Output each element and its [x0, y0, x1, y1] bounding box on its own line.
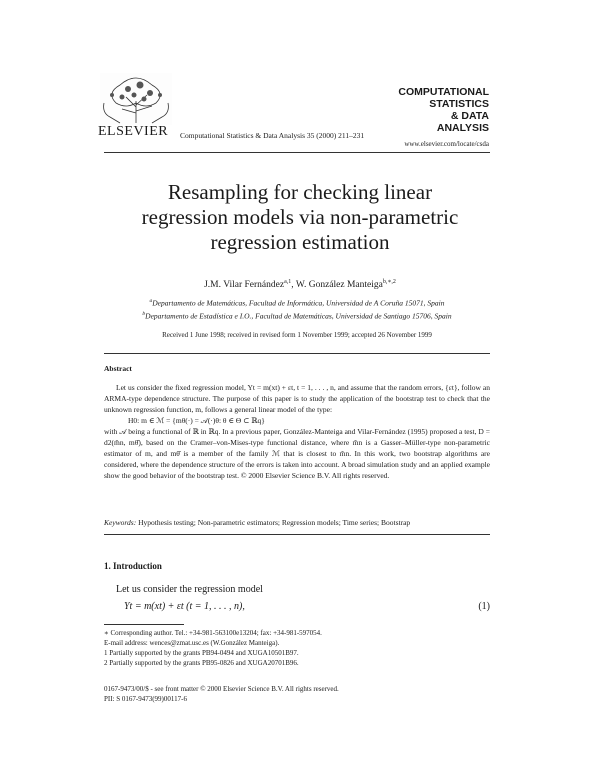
- abstract-paragraph-1: Let us consider the fixed regression model, Yt = m(xt) + εt, t = 1, . . . , n, and assume that the random errors, {εt}, follow an ARMA-type dependence structure. The purpose of this paper is to study the application of the bootstrap test to check that the unknown regression function, m, follows a general linear model of the type:: [104, 383, 490, 414]
- affiliation-b-sup: b: [142, 310, 146, 317]
- section-heading: 1. Introduction: [104, 561, 162, 571]
- journal-logo-line-3: & DATA ANALYSIS: [436, 110, 489, 134]
- header-rule: [104, 152, 490, 153]
- abstract-formula: H0: m ∈ ℳ = {mθ(·) = 𝒜(·)θ: θ ∈ Θ ⊂ ℝq}: [128, 416, 265, 425]
- title-line-2: regression models via non-parametric: [141, 205, 459, 229]
- affiliation-b: [104, 309, 490, 322]
- journal-citation: Computational Statistics & Data Analysis 35 (2000) 211–231: [180, 131, 365, 140]
- keywords-text: Hypothesis testing; Non-parametric estimators; Regression models; Time series; Bootstrap: [136, 518, 411, 527]
- affiliation-a-text: Departamento de Matemáticas, Facultad de Informática, Universidad de A Coruña 15071, Spain: [152, 298, 445, 308]
- equation-1: [104, 601, 490, 612]
- publisher-name: ELSEVIER: [98, 124, 169, 139]
- author-1-sup: a,1: [284, 279, 292, 285]
- copyright-block: [104, 684, 490, 704]
- equation-text: Yt = m(xt) + εt (t = 1, . . . , n),: [124, 601, 245, 612]
- footnote-grant-1: 1 Partially supported by the grants PB94-0494 and XUGA10501B97.: [104, 649, 299, 657]
- footnote-grant-2: 2 Partially supported by the grants PB95-0826 and XUGA20701B96.: [104, 659, 299, 667]
- keywords: [104, 518, 490, 527]
- affiliation-a: [104, 296, 490, 309]
- title-line-3: regression estimation: [210, 230, 390, 254]
- author-2-sup: b,∗,2: [382, 279, 396, 285]
- journal-logo-line-2: STATISTICS: [429, 98, 489, 110]
- footnote-corresponding: ∗ Corresponding author. Tel.: +34-981-563100e13204; fax: +34-981-597054.: [104, 629, 322, 637]
- pii-line: PII: S 0167-9473(99)00117-6: [104, 695, 187, 703]
- journal-url: www.elsevier.com/locate/csda: [404, 140, 489, 148]
- footnotes: [104, 628, 490, 668]
- author-separator: ,: [291, 280, 296, 291]
- abstract-body: [104, 382, 490, 481]
- article-title: [100, 180, 500, 255]
- copyright-line: 0167-9473/00/$ - see front matter © 2000 Elsevier Science B.V. All rights reserved.: [104, 685, 339, 693]
- author-2: W. González Manteiga: [295, 280, 383, 291]
- title-line-1: Resampling for checking linear: [167, 180, 433, 204]
- author-1: J.M. Vilar Fernández: [204, 280, 285, 291]
- journal-logo-line-1: COMPUTATIONAL: [398, 86, 489, 98]
- abstract-bottom-rule: [104, 534, 490, 535]
- elsevier-tree-logo: [100, 73, 172, 125]
- keywords-label: Keywords:: [104, 518, 137, 527]
- footnote-email: E-mail address: wences@zmat.usc.es (W.González Manteiga).: [104, 639, 280, 647]
- affiliation-a-sup: a: [149, 298, 153, 304]
- equation-number: (1): [478, 601, 490, 612]
- author-list: [100, 278, 500, 290]
- affiliations: [104, 296, 490, 321]
- abstract-heading: Abstract: [104, 364, 132, 373]
- footnote-rule: [104, 624, 184, 625]
- abstract-top-rule: [104, 353, 490, 354]
- abstract-paragraph-2: with 𝒜 being a functional of ℝ in ℝq. In a previous paper, González-Manteiga and Vilar-Fernández (1995) proposed a test, D = d2(m̂n, mθ̂), based on the Cramer–von-Mises-type functional distance, where m̂n is a Gasser–Müller-type non-parametric estimator of m, and mθ̂ is a member of the family ℳ that is closest to m̂n. In this work, two bootstrap algorithms are considered, where the dependence structure of the errors is taken into account. A broad simulation study and an applied example show the good behavior of the bootstrap test. © 2000 Elsevier Science B.V. All rights reserved.: [104, 427, 490, 480]
- affiliation-b-text: Departamento de Estadística e I.O., Facultad de Matemáticas, Universidad de Santiago 15706, Spain: [145, 311, 452, 320]
- journal-logo: [397, 86, 489, 134]
- received-dates: Received 1 June 1998; received in revised form 1 November 1999; accepted 26 November 1999: [162, 331, 432, 339]
- section-paragraph: Let us consider the regression model: [116, 584, 263, 595]
